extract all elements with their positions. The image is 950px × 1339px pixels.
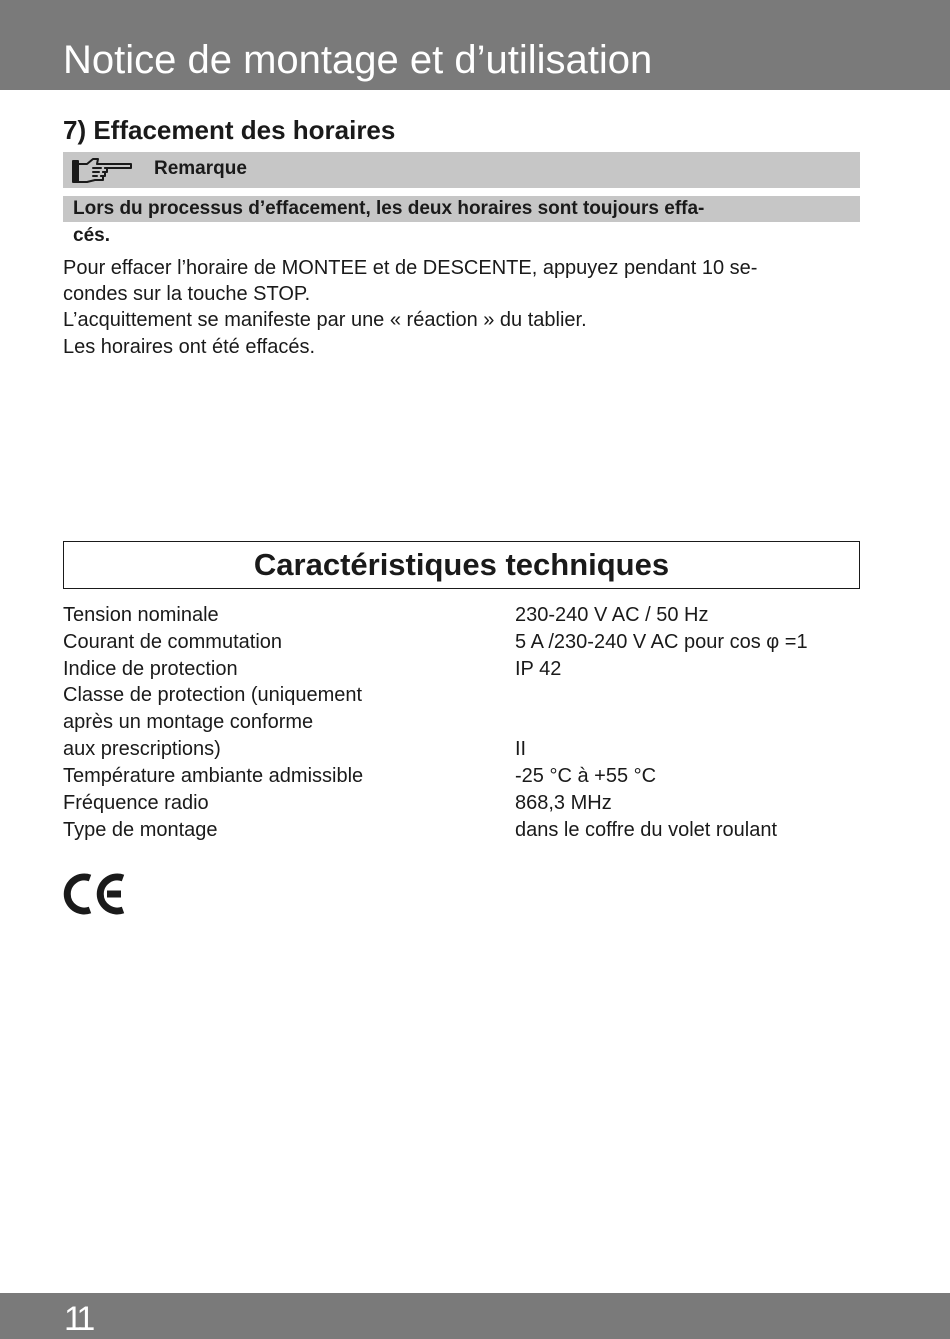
spec-label: Courant de commutation [63, 631, 283, 653]
page-header-title: Notice de montage et d’utilisation [63, 38, 653, 82]
spec-label: Température ambiante admissible [63, 765, 364, 787]
note-text-line-2: cés. [73, 225, 110, 246]
body-text-line: L’acquittement se manifeste par une « réaction » du tablier. [63, 309, 587, 331]
body-text-line: Les horaires ont été effacés. [63, 336, 316, 358]
tech-specs-title: Caractéristiques techniques [253, 547, 670, 582]
header-bar [0, 0, 950, 90]
spec-label: après un montage conforme [63, 711, 314, 733]
spec-label: Indice de protection [63, 658, 238, 680]
spec-value: -25 °C à +55 °C [515, 765, 657, 787]
pointing-hand-icon [71, 156, 135, 186]
spec-value: 5 A /230-240 V AC pour cos φ =1 [515, 631, 808, 653]
spec-value: II [515, 738, 527, 760]
spec-label: aux prescriptions) [63, 738, 221, 760]
note-text-line-1 [63, 196, 860, 222]
note-label: Remarque [154, 158, 247, 179]
section-title: 7) Effacement des horaires [63, 115, 396, 145]
ce-mark-icon [63, 872, 127, 916]
tech-specs-title-box [63, 541, 860, 589]
page-number: 11 [64, 1300, 92, 1338]
body-text-line: Pour effacer l’horaire de MONTEE et de DESCENTE, appuyez pendant 10 se- [63, 257, 758, 279]
spec-value: 868,3 MHz [515, 792, 612, 814]
spec-label: Fréquence radio [63, 792, 209, 814]
spec-label: Tension nominale [63, 604, 219, 626]
spec-value: IP 42 [515, 658, 562, 680]
note-text: Lors du processus d’effacement, les deux horaires sont toujours effa- [73, 198, 705, 219]
spec-label: Classe de protection (uniquement [63, 684, 363, 706]
spec-value: dans le coffre du volet roulant [515, 819, 778, 841]
spec-label: Type de montage [63, 819, 218, 841]
body-text-line: condes sur la touche STOP. [63, 283, 311, 305]
footer-bar [0, 1293, 950, 1339]
spec-value: 230-240 V AC / 50 Hz [515, 604, 709, 626]
note-header [63, 152, 860, 188]
